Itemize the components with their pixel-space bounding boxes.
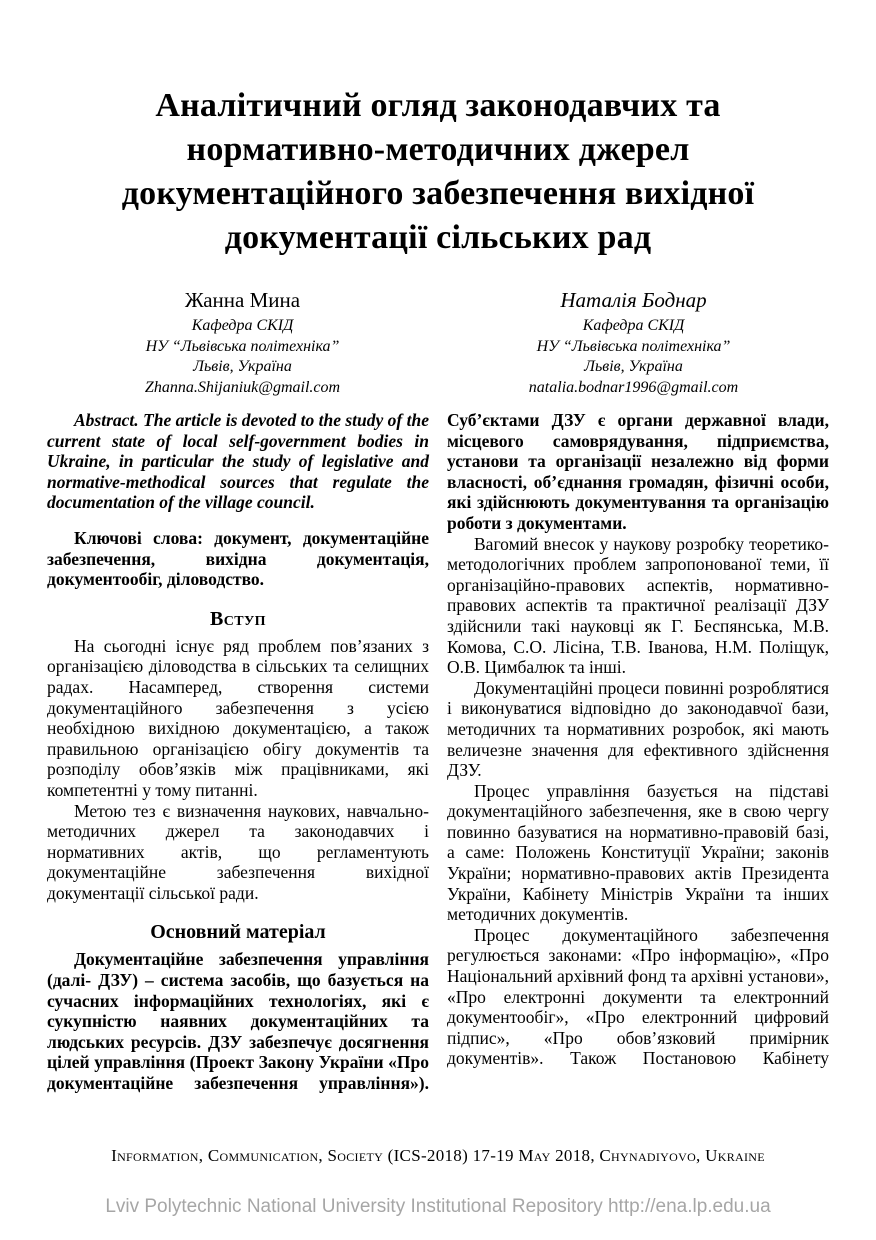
intro-paragraph-2: Метою тез є визначення наукових, навчально-методичних джерел та законодавчих і нормативних актів, що регламентують документаційне забезпечення вихідної документації сільської ради. [47,800,429,903]
author-department: Кафедра СКІД [582,317,685,334]
main-section-heading: Основний матеріал [150,921,326,944]
author-department: Кафедра СКІД [191,317,294,334]
intro-paragraph-1: На сьогодні існує ряд проблем пов’язаних з організацією діловодства в сільських та селищних радах. Насамперед, створення системи документаційного забезпечення з усією необхідною вихідною документацією, а також правильною організацією обігу документів та розподілу обов’язків між працівниками, які компетентні у тому питанні. [47,635,429,800]
paper-title-line: документації сільських рад [224,219,652,256]
author-left [47,287,438,398]
paper-title-line: документаційного забезпечення вихідної [121,175,755,212]
right-paragraph-2: Вагомий внесок у наукову розробку теоретико-методологічних проблем запропонованої теми, її організаційно-правових аспектів, нормативно-правових аспектів та практичної реалізації ДЗУ здійснили такі науковці як Г. Беспянська, М.В. Комова, С.О. Лісіна, Т.В. Іванова, Н.М. Поліщук, О.В. Цимбалюк та інші. [447,533,829,678]
right-paragraph-5: Процес документаційного забезпечення регулюється законами: «Про інформацію», «Про Національний архівний фонд та архівні установи», «Про електронні документи та електронний документообіг», «Про електронний цифровий підпис», «Про обов’язковий примірник документів». Також Постановою Кабінету [447,924,829,1069]
right-paragraph-3: Документаційні процеси повинні розроблятися і виконуватися відповідно до законодавчої бази, методичних та нормативних розробок, які мають величезне значення для ефективного здійснення ДЗУ. [447,677,829,781]
author-university: НУ “Львівська політехніка” [145,337,340,355]
right-column [447,410,829,1094]
author-university: НУ “Львівська політехніка” [536,337,731,355]
repository-footer: Lviv Polytechnic National University Institutional Repository http://ena.lp.edu.ua [105,1196,771,1217]
author-right [438,287,829,398]
paper-title-line: нормативно-методичних джерел [186,131,690,168]
author-city: Львів, Україна [584,358,683,375]
paper-title-line: Аналітичний огляд законодавчих та [155,87,721,124]
paper-title [0,0,876,260]
conference-footer: Information, Communication, Society (ICS-2018) 17-19 May 2018, Chynadiyovo, Ukraine [111,1146,765,1165]
body-columns [0,410,876,1094]
author-email: natalia.bodnar1996@gmail.com [528,378,739,396]
keywords-paragraph: Ключові слова: документ, документаційне забезпечення, вихідна документація, документообіг, діловодство. [47,527,429,590]
right-paragraph-1: Суб’єктами ДЗУ є органи державної влади, місцевого самоврядування, підприємства, установи та організації незалежно від форми власності, об’єднання громадян, фізичні особи, які здійснюють документування та організацію роботи з документами. [447,410,829,533]
author-city: Львів, Україна [193,358,292,375]
intro-section-heading: Вступ [210,607,266,630]
main-paragraph-1: Документаційне забезпечення управління (далі- ДЗУ) – система засобів, що базується на сучасних інформаційних технологіях, які є сукупністю наявних документаційних та людських ресурсів. ДЗУ забезпечує досягнення цілей управління (Проект Закону України «Про документаційне забезпечення управління»). [47,949,429,1094]
author-name: Наталія Боднар [560,288,707,312]
left-column [47,410,429,1094]
right-paragraph-4: Процес управління базується на підставі документаційного забезпечення, яке в свою чергу повинно базуватися на нормативно-правовій базі, а саме: Положень Конституції України; законів України; нормативно-правових актів Президента України, Кабінету Міністрів України та інших методичних документів. [447,780,829,925]
author-name: Жанна Мина [184,288,301,312]
authors-block [0,287,876,398]
abstract-paragraph: Abstract. The article is devoted to the study of the current state of local self-government bodies in Ukraine, in particular the study of legislative and normative-methodical sources that regulate the documentation of the village council. [47,410,429,513]
author-email: Zhanna.Shijaniuk@gmail.com [144,378,341,396]
